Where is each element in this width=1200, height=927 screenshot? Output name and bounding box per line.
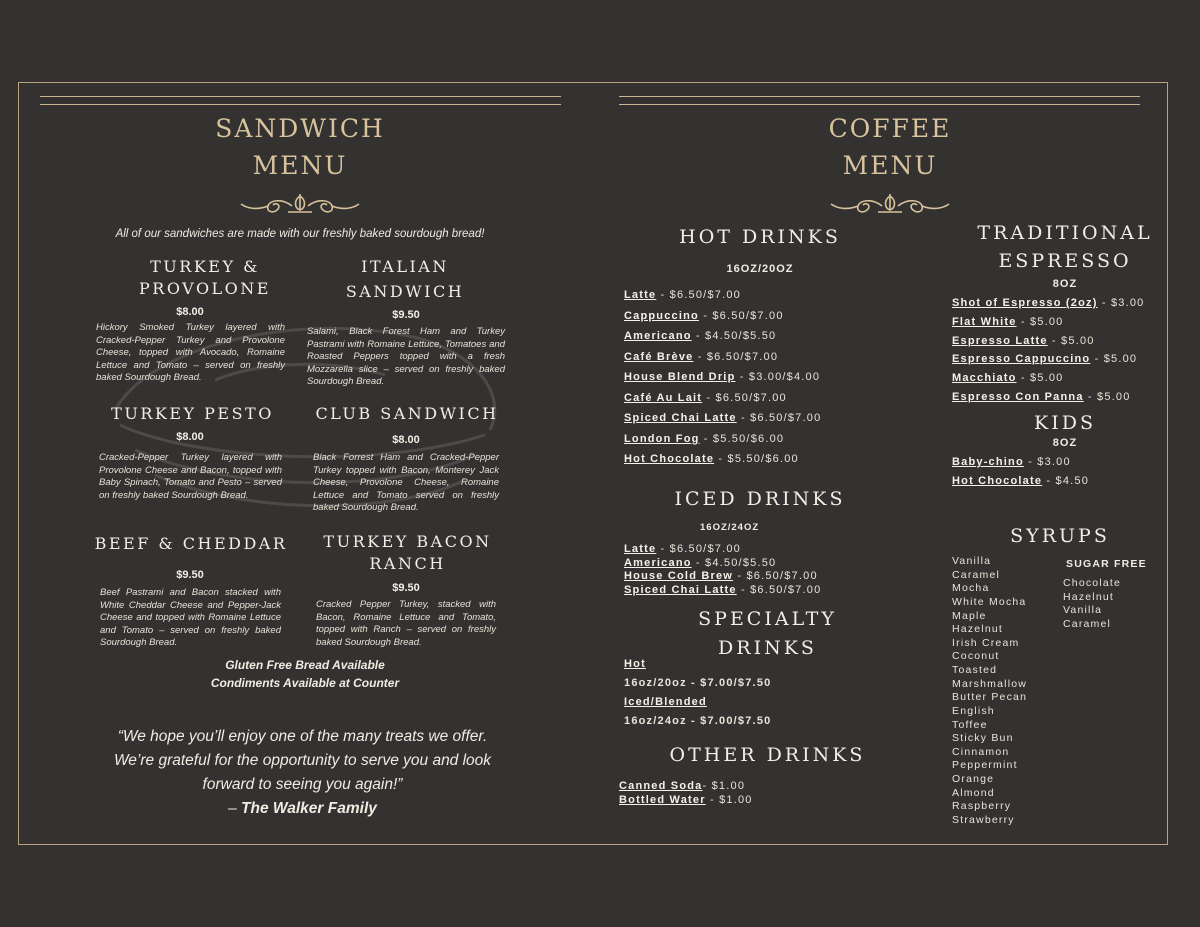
syrup-item: Hazelnut <box>952 623 1004 636</box>
menu-item <box>624 330 776 342</box>
left-top-rule-2 <box>40 104 561 105</box>
menu-item-name: Cappuccino <box>624 309 699 322</box>
menu-item-name: Americano <box>624 556 692 569</box>
signature-name: The Walker Family <box>241 800 377 817</box>
menu-item-price: - $5.50/$6.00 <box>699 432 785 445</box>
syrup-item: Irish Cream <box>952 636 1020 649</box>
menu-item-price: - $4.50/$5.50 <box>691 330 777 342</box>
syrup-item: Toffee <box>952 718 988 731</box>
syrup-item: Vanilla <box>1063 604 1103 617</box>
syrups-title: SYRUPS <box>1010 525 1110 547</box>
sandwich-name-2: RANCH <box>369 554 446 573</box>
menu-item-price: - $3.00/$4.00 <box>735 371 821 383</box>
specialty-iced-price: 16oz/24oz - $7.00/$7.50 <box>624 715 772 727</box>
specialty-hot-label: Hot <box>624 658 646 670</box>
menu-item <box>624 392 787 404</box>
sandwich-price: $8.00 <box>176 306 204 318</box>
sandwich-description: Cracked Pepper Turkey, stacked with Bacon, Romaine Lettuce and Tomato, topped with Ranch – served on freshly baked Sourdough Bread. <box>316 599 496 648</box>
menu-item-name: House Cold Brew <box>624 570 734 583</box>
menu-item-price: - $5.00 <box>1047 334 1095 347</box>
sandwich-description: Black Forrest Ham and Cracked-Pepper Turkey topped with Bacon, Monterey Jack Cheese, Provolone Cheese, Romaine Lettuce and Tomato served on freshly baked Sourdough Bread. <box>313 452 499 514</box>
sandwich-name: TURKEY PESTO <box>111 404 274 423</box>
syrup-item: Caramel <box>1063 617 1112 630</box>
syrup-item: Maple <box>952 609 987 622</box>
kids-title: KIDS <box>1034 412 1096 434</box>
menu-item-price: - $6.50/$7.00 <box>733 570 818 583</box>
menu-item-name: Espresso Con Panna <box>952 391 1084 403</box>
right-top-rule-2 <box>619 104 1140 105</box>
sandwich-intro: All of our sandwiches are made with our freshly baked sourdough bread! <box>115 228 485 240</box>
menu-item-price: - $3.00 <box>1097 297 1145 309</box>
other-drinks-title: OTHER DRINKS <box>669 744 866 766</box>
sandwich-price: $9.50 <box>392 582 420 594</box>
menu-item <box>624 433 784 445</box>
syrup-item: White Mocha <box>952 595 1027 608</box>
coffee-menu-title-2: MENU <box>842 151 938 180</box>
menu-item <box>952 316 1063 328</box>
menu-item-price: - $4.50/$5.50 <box>691 556 777 569</box>
menu-item-name: Café Au Lait <box>624 391 703 404</box>
menu-item-price: - $1.00 <box>705 794 753 806</box>
iced-drinks-title: ICED DRINKS <box>674 488 846 510</box>
menu-item-name: Hot Chocolate <box>952 474 1043 487</box>
sandwich-name: ITALIAN <box>361 257 449 276</box>
syrup-item: Caramel <box>952 568 1001 581</box>
hot-drinks-size: 16OZ/20OZ <box>726 263 794 275</box>
gluten-free-note: Gluten Free Bread Available <box>225 658 385 672</box>
menu-item <box>624 557 776 569</box>
sandwich-price: $8.00 <box>176 431 204 443</box>
menu-item-name: Macchiato <box>952 372 1017 385</box>
menu-item <box>952 297 1145 309</box>
menu-item-price: - $5.00 <box>1090 353 1138 366</box>
menu-item-name: Latte <box>624 289 657 301</box>
iced-drinks-size: 16OZ/24OZ <box>700 522 760 533</box>
menu-item <box>952 353 1137 365</box>
menu-item-price: - $5.50/$6.00 <box>714 453 799 465</box>
sandwich-name: CLUB SANDWICH <box>315 404 499 423</box>
menu-item <box>624 453 799 465</box>
kids-size: 8OZ <box>1052 437 1078 449</box>
menu-item <box>952 372 1064 384</box>
quote-line: “We hope you’ll enjoy one of the many treats we offer. <box>117 728 488 745</box>
menu-item <box>624 310 784 322</box>
specialty-drinks-title: SPECIALTY <box>698 608 837 630</box>
menu-item-name: Spiced Chai Latte <box>624 583 737 596</box>
menu-item-name: Canned Soda <box>619 780 703 792</box>
syrup-item: Strawberry <box>952 813 1015 826</box>
menu-item-price: - $6.50/$7.00 <box>736 412 822 424</box>
syrup-item: Marshmallow <box>952 677 1028 690</box>
menu-item <box>624 570 818 582</box>
menu-item-name: Café Brève <box>624 350 694 363</box>
menu-item-price: - $5.00 <box>1016 315 1064 328</box>
menu-item-price: - $6.50/$7.00 <box>693 350 779 363</box>
menu-item-price: - $1.00 <box>702 780 746 792</box>
menu-item-price: - $5.00 <box>1016 372 1064 385</box>
sandwich-menu-title-2: MENU <box>252 151 348 180</box>
menu-item <box>624 351 778 363</box>
coffee-menu-title: COFFEE <box>828 114 952 143</box>
flourish-ornament-icon <box>238 188 362 216</box>
sandwich-description: Cracked-Pepper Turkey layered with Provolone Cheese and Bacon, topped with Baby Spinach, Tomato and Pesto – served on freshly baked Sourdough Bread. <box>99 452 282 501</box>
syrup-item: Almond <box>952 786 995 799</box>
sandwich-price: $9.50 <box>392 309 420 321</box>
syrup-item: Coconut <box>952 650 1000 663</box>
specialty-drinks-title-2: DRINKS <box>718 637 817 659</box>
menu-item-price: - $6.50/$7.00 <box>656 289 741 301</box>
menu-item-name: Bottled Water <box>619 794 706 806</box>
quote-signature <box>60 797 545 821</box>
menu-item-price: - $4.50 <box>1042 474 1090 487</box>
menu-item-name: Espresso Latte <box>952 334 1048 347</box>
sandwich-name: TURKEY & <box>150 257 260 276</box>
sandwich-menu-title: SANDWICH <box>215 114 385 143</box>
sugar-free-title: SUGAR FREE <box>1066 558 1147 570</box>
menu-item-price: - $5.00 <box>1083 391 1131 403</box>
hot-drinks-title: HOT DRINKS <box>679 226 841 248</box>
sandwich-name-2: SANDWICH <box>345 282 465 301</box>
syrup-item: Orange <box>952 773 995 786</box>
sandwich-name-2: PROVOLONE <box>139 279 271 298</box>
condiments-note: Condiments Available at Counter <box>210 676 400 690</box>
syrup-item: Cinnamon <box>952 745 1010 758</box>
menu-item-price: - $6.50/$7.00 <box>656 543 741 555</box>
menu-item <box>624 543 741 555</box>
menu-item <box>952 391 1131 403</box>
syrup-item: Chocolate <box>1063 577 1122 589</box>
menu-item <box>619 794 753 806</box>
menu-item-name: Latte <box>624 543 657 555</box>
syrup-item: Butter Pecan <box>952 691 1028 704</box>
quote-line: We’re grateful for the opportunity to serve you and look <box>113 752 492 769</box>
menu-item <box>952 475 1089 487</box>
sandwich-price: $9.50 <box>176 569 204 581</box>
menu-item-name: Hot Chocolate <box>624 453 715 465</box>
menu-item-name: Americano <box>624 330 692 342</box>
quote-line: forward to seeing you again!” <box>202 776 403 793</box>
menu-item-price: - $6.50/$7.00 <box>702 391 787 404</box>
specialty-iced-label: Iced/Blended <box>624 696 707 708</box>
menu-item <box>952 335 1095 347</box>
espresso-title: TRADITIONAL <box>977 222 1153 244</box>
menu-item <box>952 456 1071 468</box>
syrup-item: Hazelnut <box>1063 590 1115 603</box>
syrup-item: English <box>952 704 995 717</box>
menu-item-name: Baby-chino <box>952 456 1024 468</box>
menu-item-name: Spiced Chai Latte <box>624 412 737 424</box>
specialty-hot-price: 16oz/20oz - $7.00/$7.50 <box>624 677 772 689</box>
syrup-item: Toasted <box>952 664 998 677</box>
syrup-item: Mocha <box>952 582 990 595</box>
sandwich-name: BEEF & CHEDDAR <box>94 534 288 553</box>
menu-item-price: - $3.00 <box>1023 456 1071 468</box>
syrup-item: Raspberry <box>952 800 1012 813</box>
flourish-ornament-icon <box>828 188 952 216</box>
espresso-title-2: ESPRESSO <box>998 250 1132 272</box>
sandwich-description: Salami, Black Forest Ham and Turkey Pastrami with Romaine Lettuce, Tomatoes and Roasted Peppers topped with a fresh Mozzarella slice – served on freshly baked Sourdough Bread. <box>307 326 505 388</box>
sandwich-name: TURKEY BACON <box>323 532 492 551</box>
menu-item-price: - $6.50/$7.00 <box>736 583 822 596</box>
sandwich-price: $8.00 <box>392 434 420 446</box>
sandwich-description: Hickory Smoked Turkey layered with Cracked-Pepper Turkey and Provolone Cheese, topped with Avocado, Romaine Lettuce and Tomato – served on freshly baked Sourdough Bread. <box>96 322 285 384</box>
left-top-rule <box>40 96 561 97</box>
menu-item <box>624 371 820 383</box>
menu-item <box>624 412 821 424</box>
menu-item-price: - $6.50/$7.00 <box>698 309 784 322</box>
menu-item-name: Espresso Cappuccino <box>952 353 1091 366</box>
signature-dash: – <box>228 800 242 817</box>
menu-item <box>624 584 821 596</box>
syrup-item: Vanilla <box>952 555 992 567</box>
sandwich-description: Beef Pastrami and Bacon stacked with White Cheddar Cheese and Pepper-Jack Cheese and topped with Romaine Lettuce and Tomato – served on freshly baked Sourdough Bread. <box>100 587 281 649</box>
syrup-item: Sticky Bun <box>952 732 1014 745</box>
menu-item-name: London Fog <box>624 432 700 445</box>
syrup-item: Peppermint <box>952 759 1018 772</box>
espresso-size: 8OZ <box>1052 278 1078 290</box>
menu-item-name: Shot of Espresso (2oz) <box>952 297 1098 309</box>
menu-item <box>619 780 745 792</box>
menu-item <box>624 289 741 301</box>
menu-item-name: Flat White <box>952 315 1017 328</box>
right-top-rule <box>619 96 1140 97</box>
menu-item-name: House Blend Drip <box>624 371 736 383</box>
